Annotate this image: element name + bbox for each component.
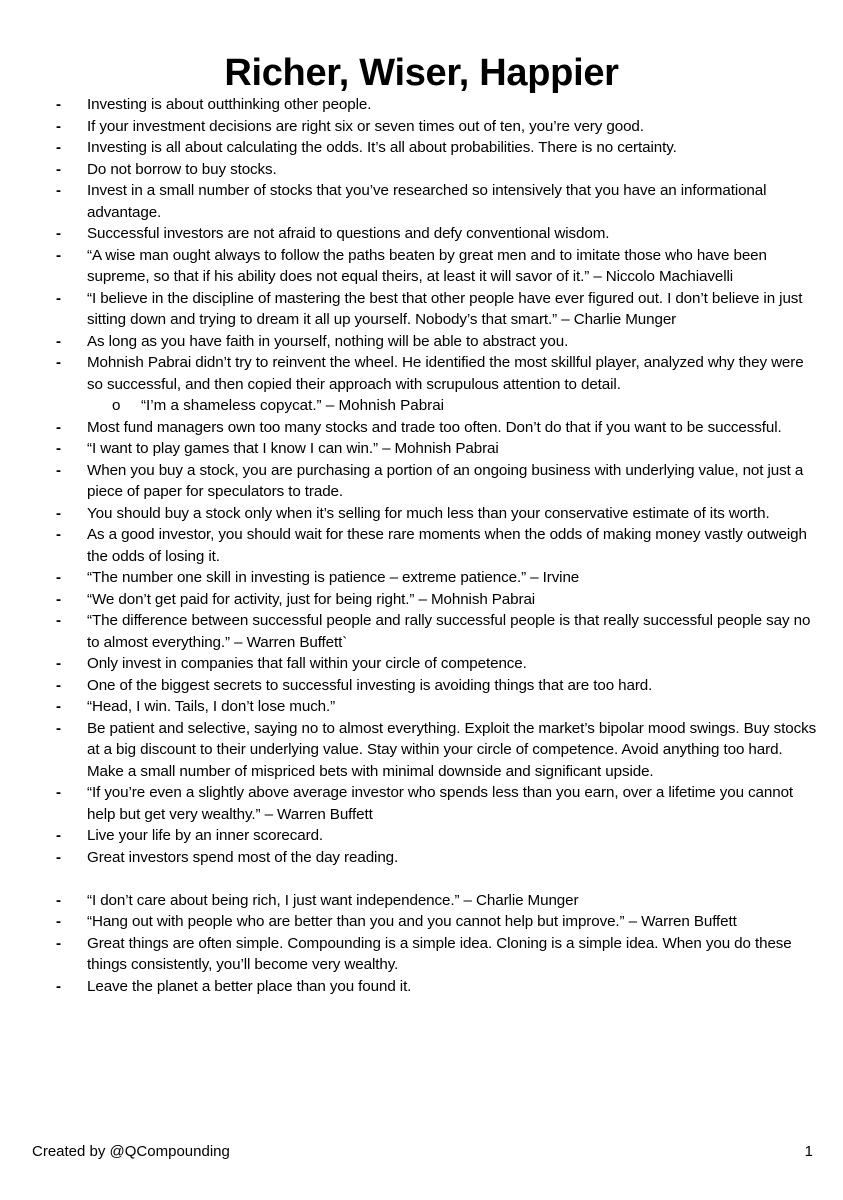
list-item-text: Be patient and selective, saying no to almost everything. Exploit the market’s bipolar mood swings. Buy stocks at a big discount to their underlying value. Stay within your circle of competence. Avoid anything too hard. Make a small number of mispriced bets with minimal downside and significant upside. — [87, 719, 817, 780]
list-item — [0, 417, 843, 439]
list-item-text: You should buy a stock only when it’s selling for much less than your conservative estimate of its worth. — [87, 504, 770, 522]
bullet-marker: - — [56, 655, 61, 672]
bullet-marker: - — [56, 182, 61, 199]
list-item-text: When you buy a stock, you are purchasing a portion of an ongoing business with underlying value, not just a piece of paper for speculators to trade. — [87, 461, 804, 500]
list-item — [0, 782, 843, 825]
list-item-text: “A wise man ought always to follow the paths beaten by great men and to imitate those who have been supreme, so that if his ability does not equal theirs, at least it will savor of it.” – Niccolo Machiavelli — [87, 246, 767, 285]
list-item — [0, 610, 843, 653]
list-item-text: “If you’re even a slightly above average investor who spends less than you earn, over a lifetime you cannot help but get very wealthy.” – Warren Buffett — [87, 784, 794, 823]
list-item-text: “I believe in the discipline of mastering the best that other people have ever figured out. I don’t believe in just sitting down and trying to dream it all up yourself. Nobody’s that smart.” – Charlie Munger — [87, 289, 803, 328]
bullet-marker: - — [56, 160, 61, 178]
list-item — [0, 653, 843, 675]
bullet-marker: - — [56, 569, 61, 586]
list-item-text: “I want to play games that I know I can win.” – Mohnish Pabrai — [87, 440, 499, 457]
list-item-text: Successful investors are not afraid to questions and defy conventional wisdom. — [87, 225, 610, 242]
bullet-marker: - — [56, 784, 61, 801]
list-item-text: Most fund managers own too many stocks and trade too often. Don’t do that if you want to be successful. — [87, 418, 782, 436]
list-item — [0, 825, 843, 847]
bullet-marker: - — [56, 891, 61, 909]
bullet-marker: - — [56, 827, 61, 844]
list-item — [0, 288, 843, 331]
list-item — [0, 911, 843, 933]
list-item-text: “Hang out with people who are better than you and you cannot help but improve.” – Warren Buffett — [87, 913, 737, 930]
sub-list-item-text: “I’m a shameless copycat.” – Mohnish Pabrai — [141, 397, 445, 414]
page-title: Richer, Wiser, Happier — [224, 52, 619, 95]
list-item-text: If your investment decisions are right six or seven times out of ten, you’re very good. — [87, 117, 644, 135]
list-item — [0, 933, 843, 976]
list-item — [0, 180, 843, 223]
list-item — [0, 223, 843, 245]
list-item-text: One of the biggest secrets to successful investing is avoiding things that are too hard. — [87, 676, 653, 694]
list-item-text: Great investors spend most of the day reading. — [87, 848, 399, 866]
list-item-text: As a good investor, you should wait for these rare moments when the odds of making money vastly outweigh the odds of losing it. — [87, 526, 807, 565]
bullet-marker: - — [56, 590, 61, 608]
list-item — [0, 589, 843, 611]
sub-bullet-marker: o — [112, 397, 121, 414]
list-item — [0, 696, 843, 718]
list-item-text: Great things are often simple. Compounding is a simple idea. Cloning is a simple idea. When you do these things consistently, you’ll become very wealthy. — [87, 934, 792, 973]
bullet-marker: - — [56, 246, 61, 264]
bullet-marker: - — [56, 612, 61, 629]
list-item-text: As long as you have faith in yourself, nothing will be able to abstract you. — [87, 332, 569, 350]
bullet-marker: - — [56, 848, 61, 866]
list-item — [0, 438, 843, 460]
list-item — [0, 503, 843, 525]
list-item-text: “Head, I win. Tails, I don’t lose much.” — [87, 698, 336, 715]
list-item-text: Mohnish Pabrai didn’t try to reinvent the wheel. He identified the most skillful player, analyzed why they were so successful, and then copied their approach with scrupulous attention to detail. — [87, 354, 804, 393]
list-item-text: “I don’t care about being rich, I just want independence.” – Charlie Munger — [87, 891, 579, 909]
bullet-marker: - — [56, 676, 61, 694]
list-item — [0, 718, 843, 783]
bullet-marker: - — [56, 96, 61, 113]
list-item — [0, 137, 843, 159]
bullet-marker: - — [56, 139, 61, 156]
list-item — [0, 567, 843, 589]
bullet-marker: - — [56, 418, 61, 436]
bullet-marker: - — [56, 719, 61, 737]
list-item — [0, 524, 843, 567]
list-item — [0, 976, 843, 998]
footer-credit: Created by @QCompounding — [32, 1143, 230, 1160]
list-item — [0, 460, 843, 503]
list-item — [0, 116, 843, 138]
bullet-marker: - — [56, 117, 61, 135]
bullet-marker: - — [56, 698, 61, 715]
bullet-marker: - — [56, 289, 61, 307]
list-item-text: Investing is all about calculating the odds. It’s all about probabilities. There is no certainty. — [87, 139, 677, 156]
list-item-text: Invest in a small number of stocks that you’ve researched so intensively that you have an informational advantage. — [87, 182, 767, 221]
bullet-marker: - — [56, 913, 61, 930]
list-item-text: Live your life by an inner scorecard. — [87, 827, 324, 844]
list-item — [0, 159, 843, 181]
list-item — [0, 245, 843, 288]
bullet-marker: - — [56, 440, 61, 457]
bullet-marker: - — [56, 934, 61, 952]
sub-list-item — [0, 395, 843, 417]
bullet-marker: - — [56, 526, 61, 543]
page-footer — [32, 1141, 813, 1163]
list-item-text: Investing is about outthinking other people. — [87, 96, 372, 113]
bullet-marker: - — [56, 504, 61, 522]
bullet-marker: - — [56, 225, 61, 242]
page-number: 1 — [804, 1143, 813, 1160]
list-item-text: Leave the planet a better place than you found it. — [87, 977, 412, 995]
list-item-text: “We don’t get paid for activity, just for being right.” – Mohnish Pabrai — [87, 590, 536, 608]
list-item-text: “The difference between successful people and rally successful people is that really successful people say no to almost everything.” – Warren Buffett` — [87, 612, 811, 651]
list-spacer — [0, 868, 843, 890]
bullet-marker: - — [56, 354, 61, 371]
list-item-text: Only invest in companies that fall within your circle of competence. — [87, 655, 527, 672]
bullet-marker: - — [56, 332, 61, 350]
list-item — [0, 847, 843, 869]
list-item — [0, 94, 843, 116]
list-item-text: “The number one skill in investing is patience – extreme patience.” – Irvine — [87, 569, 580, 586]
list-item — [0, 331, 843, 353]
bullet-list — [0, 94, 843, 997]
list-item — [0, 890, 843, 912]
list-item-text: Do not borrow to buy stocks. — [87, 160, 277, 178]
bullet-marker: - — [56, 461, 61, 479]
list-item — [0, 675, 843, 697]
bullet-marker: - — [56, 977, 61, 995]
list-item — [0, 352, 843, 395]
